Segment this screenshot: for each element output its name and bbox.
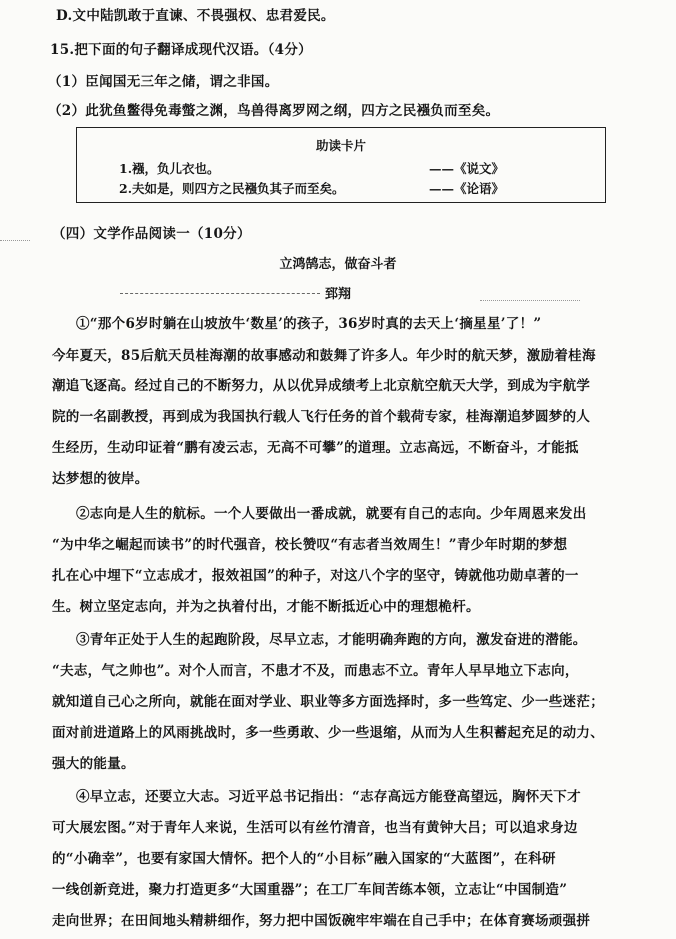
paragraph-line: 生经历，生动印证着“鹏有凌云志，无高不可攀”的道理。立志高远，不断奋斗，才能抵: [52, 440, 579, 456]
paragraph-line: 的“小确幸”，也要有家国大情怀。把个人的“小目标”融入国家的“大蓝图”，在科研: [52, 851, 556, 867]
paragraph-line: 生。树立坚定志向，并为之执着付出，才能不断抵近心中的理想桅杆。: [52, 599, 480, 615]
card-item-2: 2.夫如是，则四方之民襁负其子而至矣。: [119, 181, 345, 196]
paragraph-line: “夫志，气之帅也”。对个人而言，不患才不及，而患志不立。青年人早早地立下志向，: [52, 663, 579, 679]
paragraph-line: ①“那个6岁时躺在山坡放牛‘数星’的孩子，36岁时真的去天上‘摘星星’了！”: [76, 316, 542, 332]
card-source-1: ——《说文》: [429, 161, 505, 176]
paragraph-line: “为中华之崛起而读书”的时代强音，校长赞叹“有志者当效周生！”青少年时期的梦想: [52, 537, 568, 553]
paragraph-line: 强大的能量。: [52, 756, 135, 772]
question-15-sentence-1: （1）臣闻国无三年之储，谓之非国。: [48, 74, 279, 90]
paragraph-line: 潮追飞逐高。经过自己的不断努力，从以优异成绩考上北京航空航天大学，到成为宇航学: [52, 378, 591, 394]
card-item-1: 1.襁，负儿衣也。: [119, 161, 220, 176]
card-source-2: ——《论语》: [429, 181, 505, 196]
question-15-heading: 15.把下面的句子翻译成现代汉语。（4分）: [50, 42, 312, 58]
paragraph-line: 一线创新竞进，聚力打造更多“大国重器”；在工厂车间苦练本领，立志让“中国制造”: [52, 882, 568, 898]
article-author: 郅翔: [324, 287, 351, 302]
paragraph-line: 面对前进道路上的风雨挑战时，多一些勇敢、少一些退缩，从而为人生积蓄起充足的动力、: [52, 725, 604, 741]
question-15-sentence-2: （2）此犹鱼鳖得免毒螫之渊，鸟兽得离罗网之纲，四方之民襁负而至矣。: [48, 103, 500, 119]
paragraph-line: 走向世界；在田间地头精耕细作，努力把中国饭碗牢牢端在自己手中；在体育赛场顽强拼: [52, 913, 591, 929]
paragraph-line: 可大展宏图。”对于青年人来说，生活可以有丝竹清音，也当有黄钟大吕；可以追求身边: [52, 820, 578, 836]
paragraph-line: 就知道自己心之所向，就能在面对学业、职业等多方面选择时，多一些笃定、少一些迷茫；: [52, 694, 604, 710]
paragraph-line: 扎在心中埋下“立志成才，报效祖国”的种子，对这八个字的坚守，铸就他功勋卓著的一: [52, 568, 579, 584]
scan-mark: [0, 240, 30, 241]
paragraph-line: 院的一名副教授，再到成为我国执行载人飞行任务的首个载荷专家，桂海潮追梦圆梦的人: [52, 409, 591, 425]
reading-aid-card: [76, 127, 606, 203]
paragraph-line: 达梦想的彼岸。: [52, 471, 149, 487]
option-d-line: D.文中陆凯敢于直谏、不畏强权、忠君爱民。: [56, 8, 335, 24]
paragraph-line: ③青年正处于人生的起跑阶段，尽早立志，才能明确奔跑的方向，激发奋进的潜能。: [76, 632, 587, 648]
paragraph-line: 今年夏天，85后航天员桂海潮的故事感动和鼓舞了许多人。年少时的航天梦，激励着桂海: [52, 348, 596, 364]
card-title: 助读卡片: [315, 138, 366, 153]
paragraph-line: ②志向是人生的航标。一个人要做出一番成就，就要有自己的志向。少年周恩来发出: [76, 506, 587, 522]
paragraph-line: ④早立志，还要立大志。习近平总书记指出：“志存高远方能登高望远，胸怀天下才: [76, 789, 581, 805]
article-title: 立鸿鹄志，做奋斗者: [279, 257, 397, 272]
section-heading: （四）文学作品阅读一（10分）: [52, 226, 251, 242]
